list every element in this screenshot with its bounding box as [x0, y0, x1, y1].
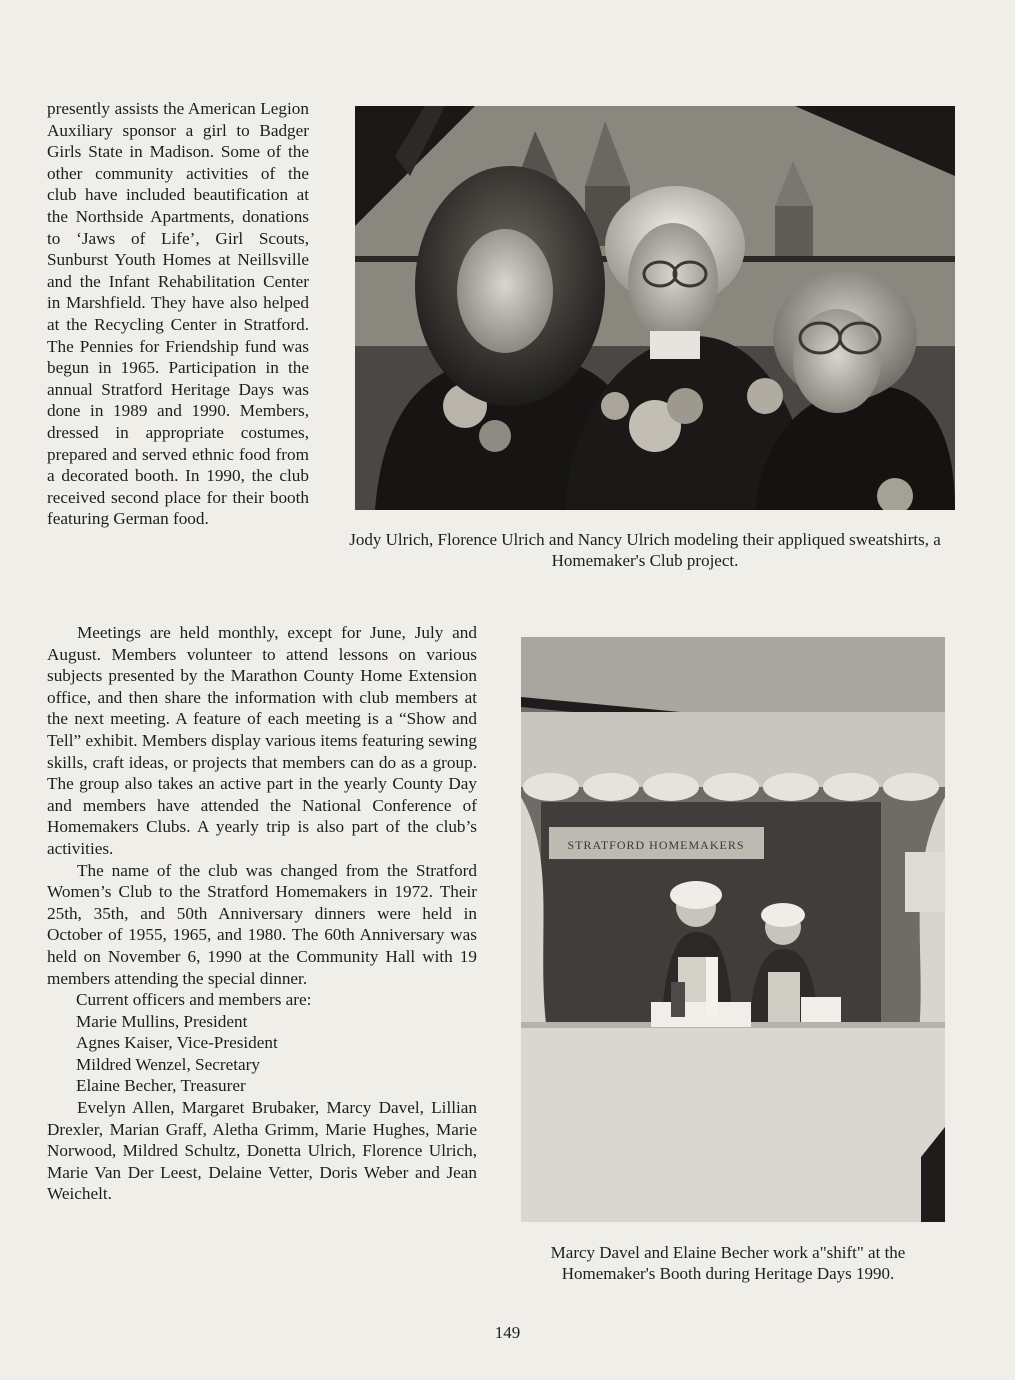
intro-column: [47, 98, 309, 530]
officer-entry: Marie Mullins, President: [76, 1011, 248, 1031]
members-list: Evelyn Allen, Margaret Brubaker, Marcy Davel, Lillian Drexler, Marian Graff, Aletha Grimm, Marie Hughes, Marie Norwood, Mildred Schultz, Donetta Ulrich, Florence Ulrich, Marie Van Der Leest, Delaine Vetter, Doris Weber and Jean Weichelt.: [47, 1098, 477, 1204]
booth-sign-text: STRATFORD HOMEMAKERS: [567, 838, 745, 852]
club-name-paragraph: The name of the club was changed from the Stratford Women’s Club to the Stratford Homemakers in 1972. Their 25th, 35th, and 50th Anniversary dinners were held in October of 1955, 1965, and 1980. The 60th Anniversary was held on November 6, 1990 at the Community Hall with 19 members attending the special dinner.: [47, 860, 477, 988]
photo-2-caption: Marcy Davel and Elaine Becher work a"shift" at the Homemaker's Booth during Heritage Days 1990.: [550, 1243, 906, 1283]
photo-1-caption: Jody Ulrich, Florence Ulrich and Nancy Ulrich modeling their appliqued sweatshirts, a Homemaker's Club project.: [349, 530, 941, 570]
page-number: 149: [494, 1323, 521, 1342]
photo-1-image: [355, 106, 955, 510]
main-column: [47, 622, 477, 1205]
officers-heading: Current officers and members are:: [76, 990, 312, 1010]
officers-list: [47, 989, 477, 1097]
intro-paragraph: presently assists the American Legion Auxiliary sponsor a girl to Badger Girls State in Madison. Some of the other community activities of the club have included beautification at the Northside Apartments, donations to ‘Jaws of Life’, Girl Scouts, Sunburst Youth Homes at Neillsville and the Infant Rehabilitation Center in Marshfield. They have also helped at the Recycling Center in Stratford. The Pennies for Friendship fund was begun in 1965. Participation in the annual Stratford Heritage Days was done in 1989 and 1990. Members, dressed in appropriate costumes, prepared and served ethnic food from a decorated booth. In 1990, the club received second place for their booth featuring German food.: [47, 99, 309, 529]
photo-homemakers-booth: [521, 637, 945, 1222]
officer-entry: Agnes Kaiser, Vice-President: [76, 1033, 278, 1053]
meetings-paragraph: Meetings are held monthly, except for June, July and August. Members volunteer to attend lessons on various subjects presented by the Marathon County Home Extension office, and then share the information with club members at the next meeting. A feature of each meeting is a “Show and Tell” exhibit. Members display various items featuring sewing skills, craft ideas, or projects that members can do as a group. The group also takes an active part in the yearly County Day and members have attended the National Conference of Homemakers Clubs. A yearly trip is also part of the club’s activities.: [47, 623, 477, 858]
photo-2-image: [521, 637, 945, 1222]
officer-entry: Elaine Becher, Treasurer: [76, 1076, 246, 1096]
officer-entry: Mildred Wenzel, Secretary: [76, 1054, 260, 1074]
photo-three-women-sweatshirts: [355, 106, 955, 510]
